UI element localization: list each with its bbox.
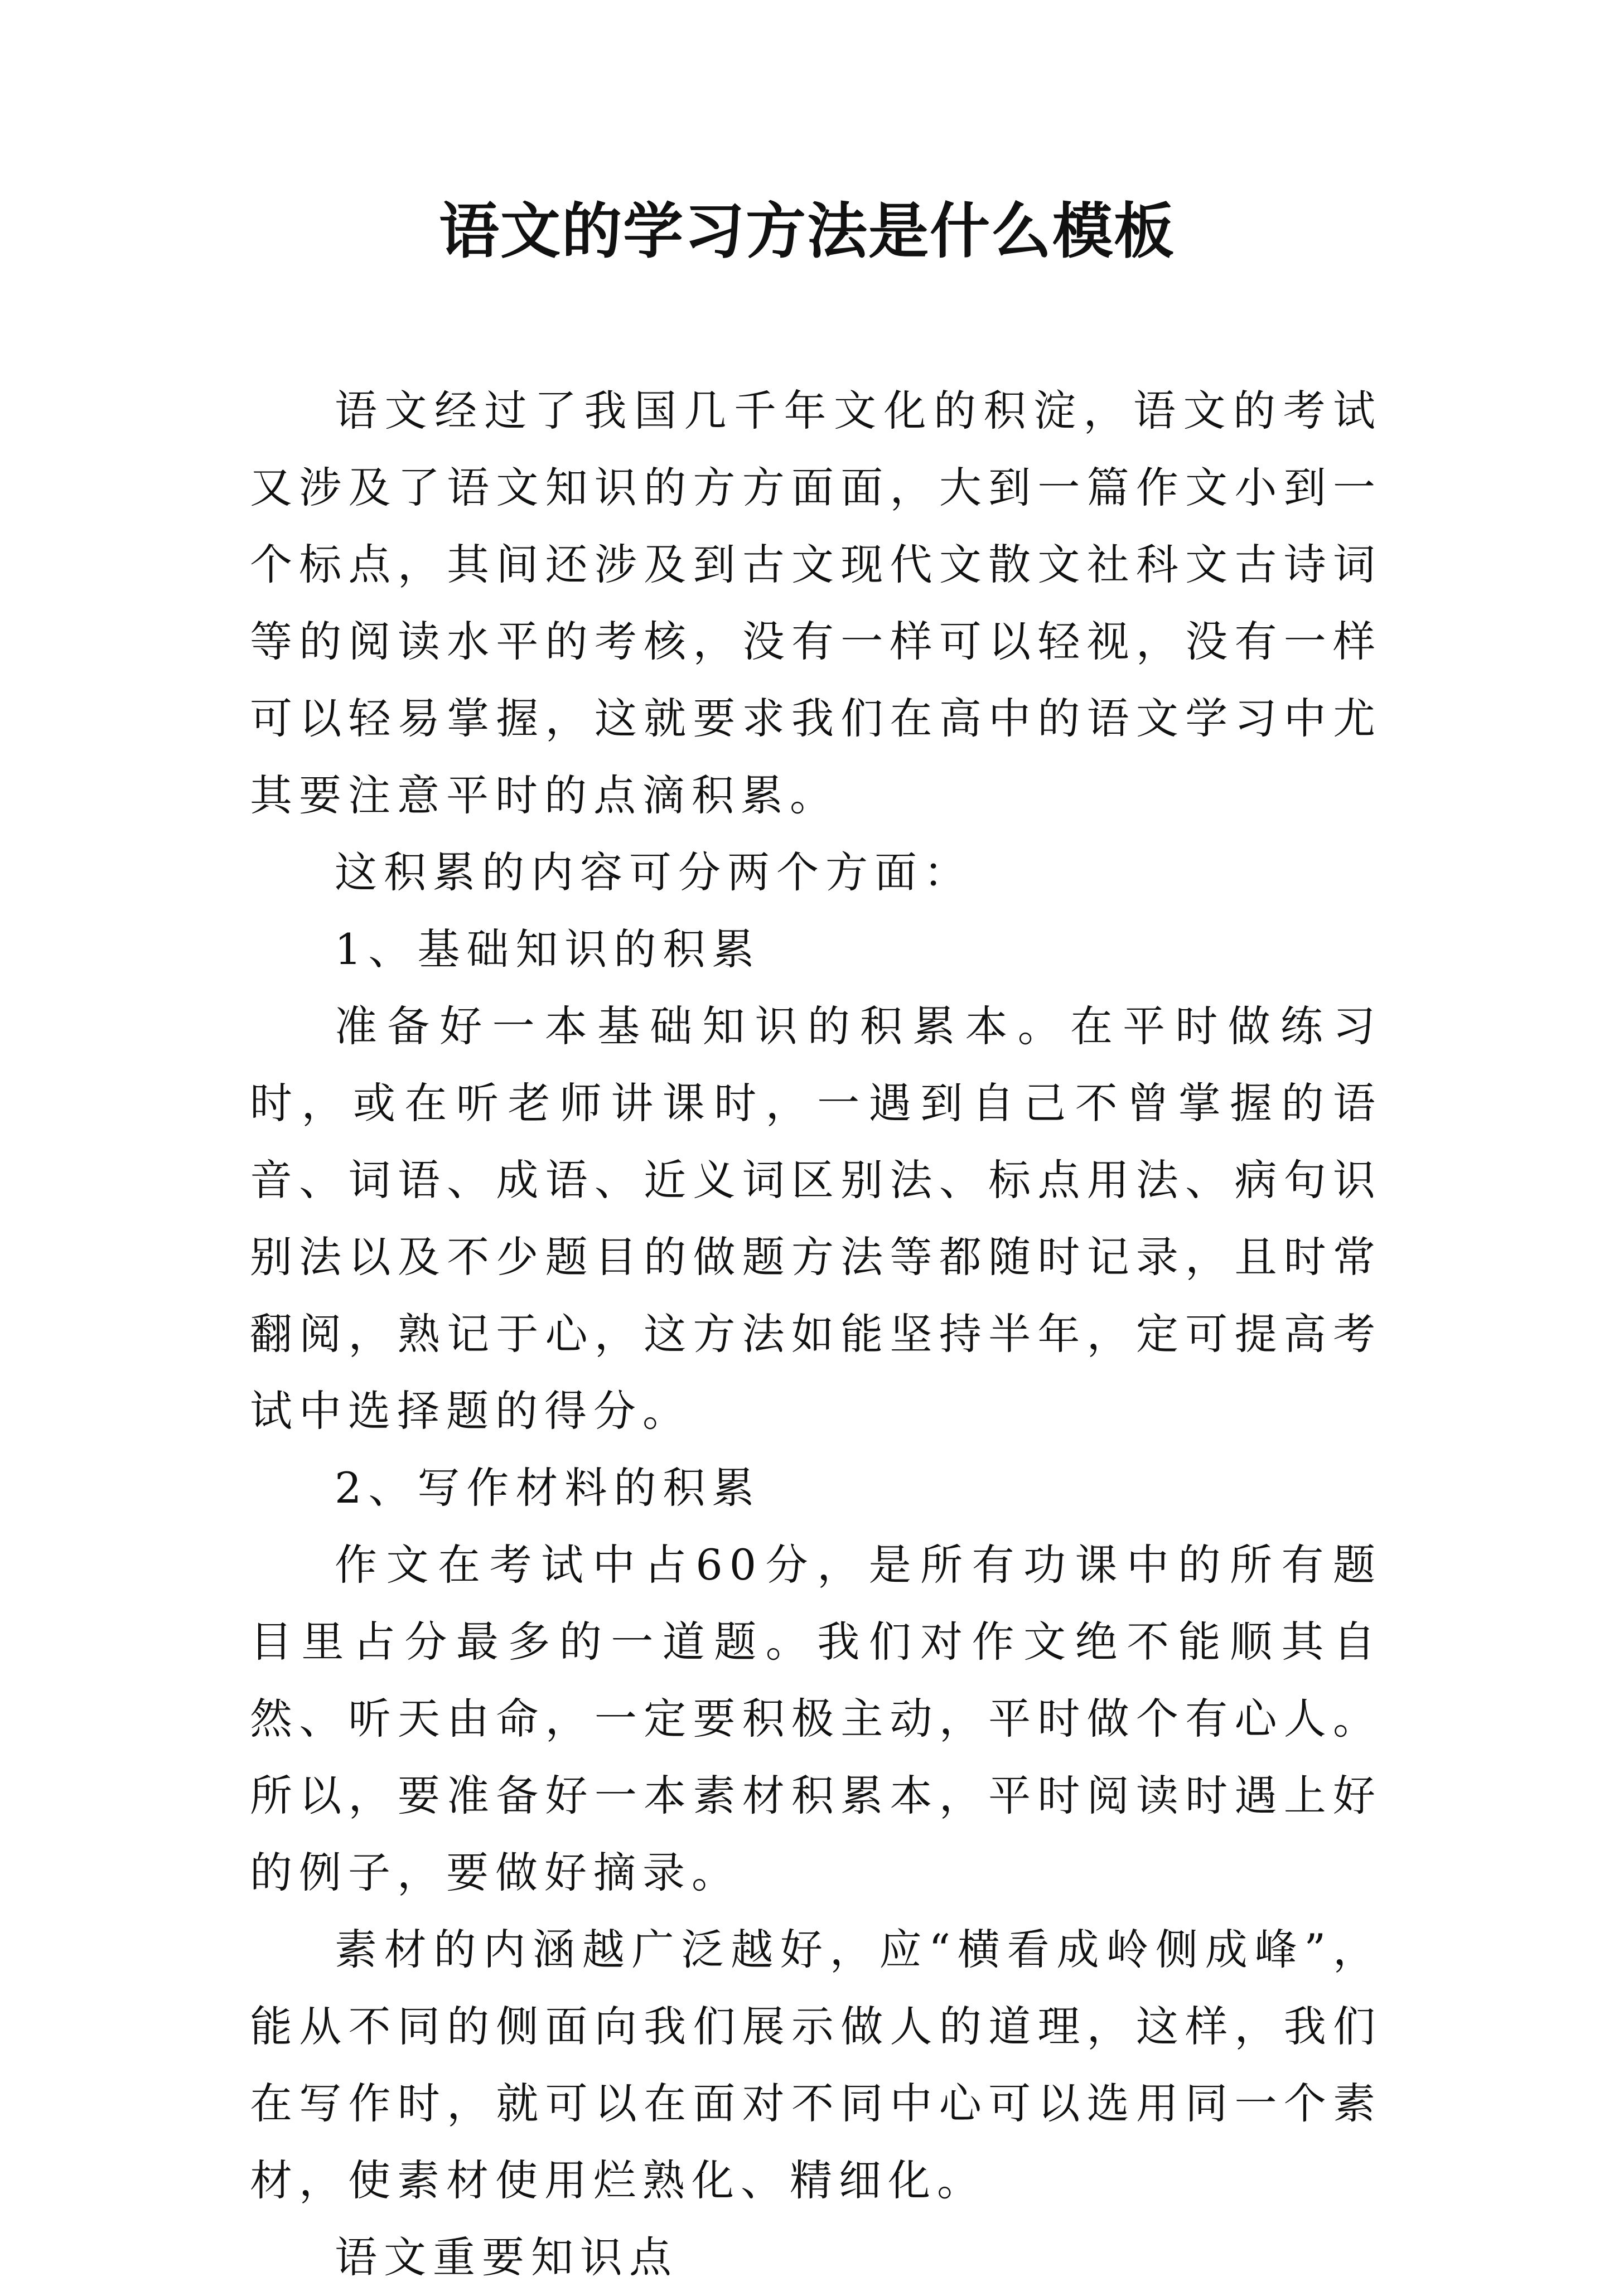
document-body bbox=[250, 372, 1382, 2296]
paragraph-basic-knowledge: 准备好一本基础知识的积累本。在平时做练习时，或在听老师讲课时，一遇到自己不曾掌握的语音、词语、成语、近义词区别法、标点用法、病句识别法以及不少题目的做题方法等都随时记录，且时常翻阅，熟记于心，这方法如能坚持半年，定可提高考试中选择题的得分。 bbox=[250, 1001, 1382, 1436]
paragraph-material-breadth: 素材的内涵越广泛越好，应“横看成岭侧成峰”，能从不同的侧面向我们展示做人的道理，这样，我们在写作时，就可以在面对不同中心可以选用同一个素材，使素材使用烂熟化、精细化。 bbox=[250, 1925, 1382, 2205]
paragraph-writing-material: 作文在考试中占60分，是所有功课中的所有题目里占分最多的一道题。我们对作文绝不能顺其自然、听天由命，一定要积极主动，平时做个有心人。所以，要准备好一本素材积累本，平时阅读时遇上好的例子，要做好摘录。 bbox=[250, 1540, 1382, 1897]
paragraph-intro: 语文经过了我国几千年文化的积淀，语文的考试又涉及了语文知识的方方面面，大到一篇作文小到一个标点，其间还涉及到古文现代文散文社科文古诗词等的阅读水平的考核，没有一样可以轻视，没有一样可以轻易掌握，这就要求我们在高中的语文学习中尤其要注意平时的点滴积累。 bbox=[250, 386, 1382, 820]
heading-basic-knowledge: 1、基础知识的积累 bbox=[335, 924, 761, 974]
heading-key-points: 语文重要知识点 bbox=[335, 2232, 678, 2282]
heading-writing-material: 2、写作材料的积累 bbox=[335, 1463, 761, 1513]
document-title: 语文的学习方法是什么模板 bbox=[438, 196, 1175, 267]
paragraph-two-aspects: 这积累的内容可分两个方面： bbox=[335, 847, 973, 897]
